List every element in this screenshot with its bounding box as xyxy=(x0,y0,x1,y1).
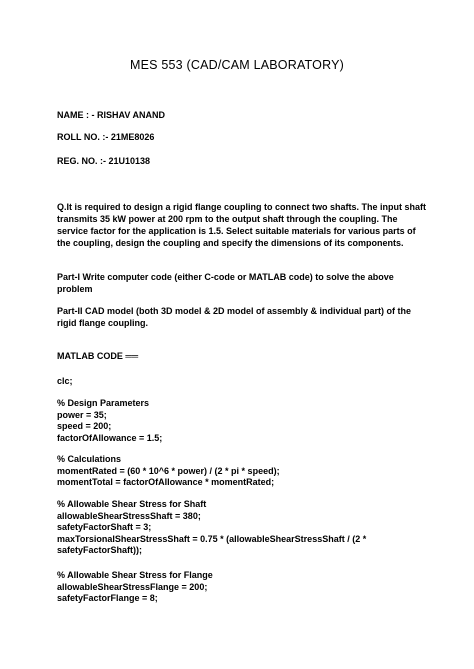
student-name: NAME : - RISHAV ANAND xyxy=(57,110,165,120)
code-section-design-parameters xyxy=(57,398,427,444)
code-line: maxTorsionalShearStressShaft = 0.75 * (allowableShearStressShaft / (2 * safetyFactorShaft)); xyxy=(57,533,367,556)
code-line: clc; xyxy=(57,376,73,386)
code-comment: % Allowable Shear Stress for Flange xyxy=(57,570,213,580)
code-block xyxy=(57,376,427,388)
code-section-calculations xyxy=(57,454,427,489)
code-line: power = 35; xyxy=(57,409,107,420)
student-registration-number: REG. NO. :- 21U10138 xyxy=(57,156,151,166)
code-section-flange-stress xyxy=(57,570,427,605)
part-one-text: Part-I Write computer code (either C-code or MATLAB code) to solve the above problem xyxy=(57,272,394,294)
code-line: factorOfAllowance = 1.5; xyxy=(57,432,163,443)
code-line: momentTotal = factorOfAllowance * momentRated; xyxy=(57,477,275,488)
part-two-text: Part-II CAD model (both 3D model & 2D model of assembly & individual part) of the rigid flange coupling. xyxy=(57,306,412,328)
code-comment: % Allowable Shear Stress for Shaft xyxy=(57,499,207,509)
code-comment: % Design Parameters xyxy=(57,398,150,408)
code-heading: MATLAB CODE ══ xyxy=(57,351,139,361)
question-text: Q.It is required to design a rigid flange coupling to connect two shafts. The input shaft transmits 35 kW power at 200 rpm to the output shaft through the coupling. The service factor for the application is 1.5. Select suitable materials for various parts of the coupling, design the coupling and specify the dimensions of its components. xyxy=(57,202,427,248)
code-comment: % Calculations xyxy=(57,454,122,464)
code-line: momentRated = (60 * 10^6 * power) / (2 * pi * speed); xyxy=(57,465,280,476)
code-line: safetyFactorFlange = 8; xyxy=(57,593,158,604)
code-line: safetyFactorShaft = 3; xyxy=(57,522,152,533)
code-line: allowableShearStressShaft = 380; xyxy=(57,510,201,521)
code-section-shaft-stress xyxy=(57,499,427,557)
code-line: allowableShearStressFlange = 200; xyxy=(57,581,208,592)
student-roll-number: ROLL NO. :- 21ME8026 xyxy=(57,132,155,142)
code-line: speed = 200; xyxy=(57,421,112,432)
document-title: MES 553 (CAD/CAM LABORATORY) xyxy=(130,58,344,72)
